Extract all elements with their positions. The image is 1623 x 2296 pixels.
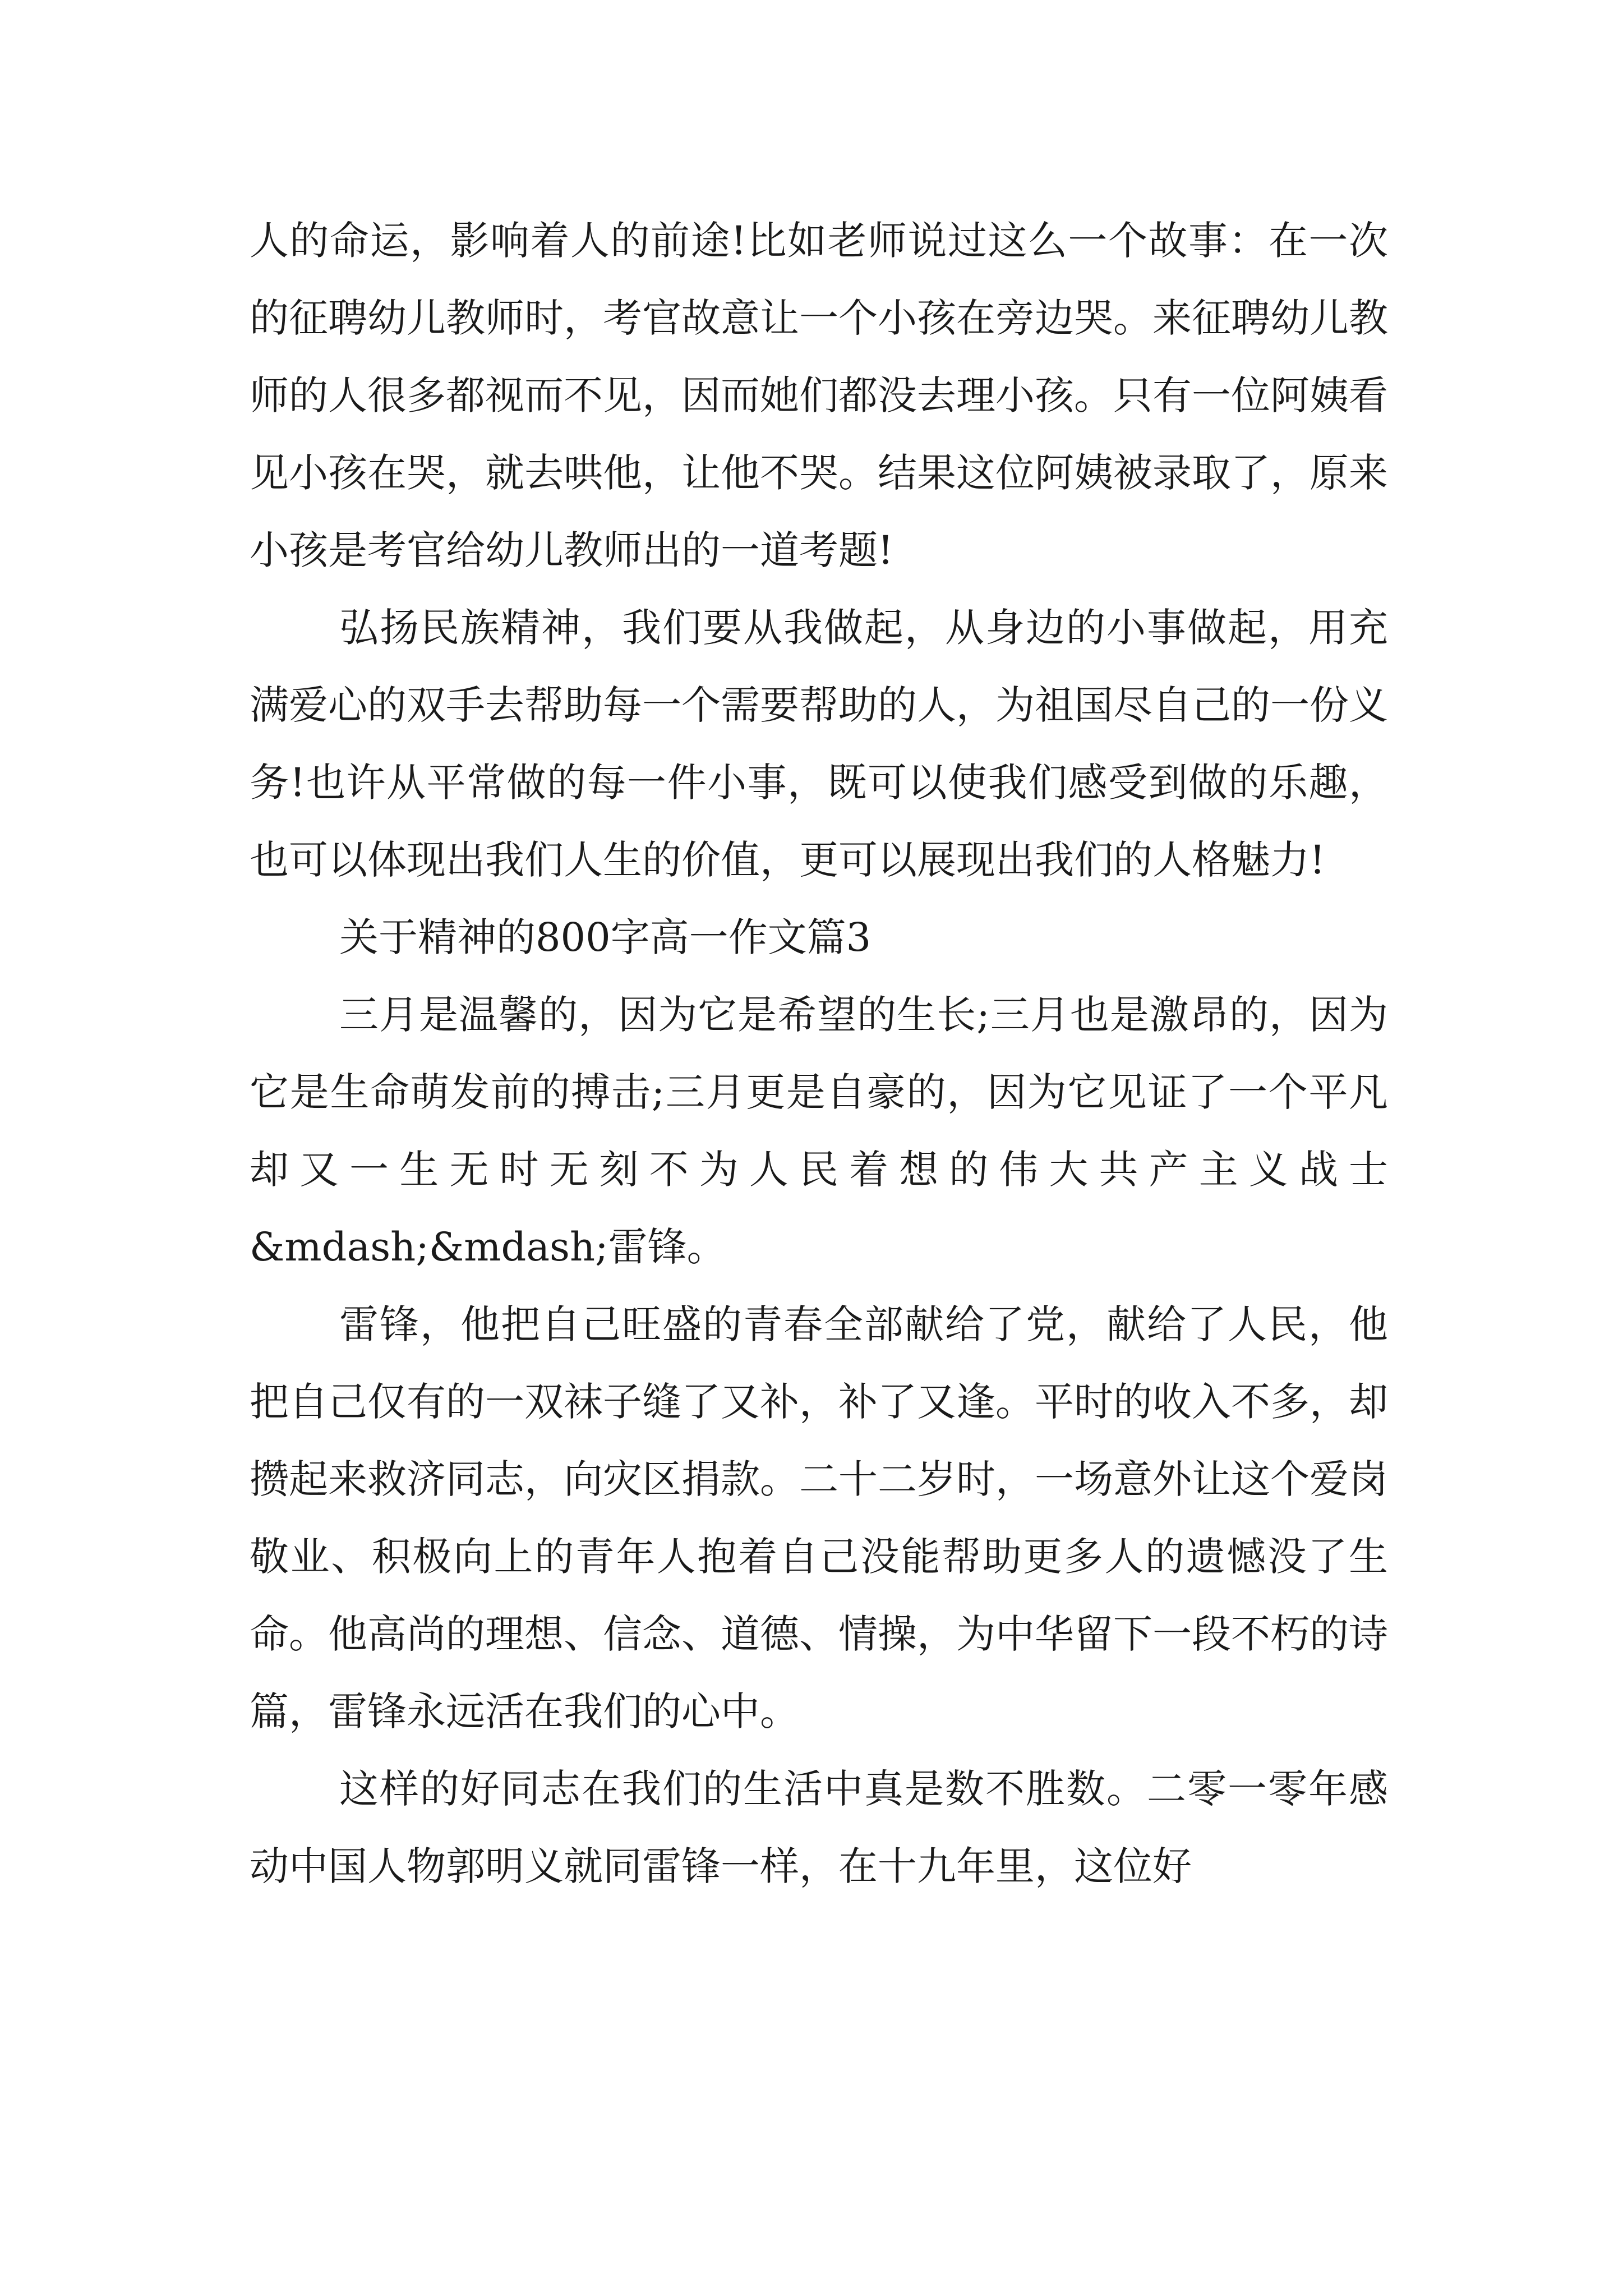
section-heading: 关于精神的800字高一作文篇3 [339, 914, 872, 960]
document-body [250, 202, 1388, 1905]
paragraph-4: 雷锋，他把自己旺盛的青春全部献给了党，献给了人民，他把自己仅有的一双袜子缝了又补，补了又逢。平时的收入不多，却攒起来救济同志，向灾区捐款。二十二岁时，一场意外让这个爱岗敬业、积极向上的青年人抱着自己没能帮助更多人的遗憾没了生命。他高尚的理想、信念、道德、情操，为中华留下一段不朽的诗篇，雷锋永远活在我们的心中。 [250, 1301, 1388, 1734]
paragraph-1: 人的命运，影响着人的前途!比如老师说过这么一个故事：在一次的征聘幼儿教师时，考官故意让一个小孩在旁边哭。来征聘幼儿教师的人很多都视而不见，因而她们都没去理小孩。只有一位阿姨看见小孩在哭，就去哄他，让他不哭。结果这位阿姨被录取了，原来小孩是考官给幼儿教师出的一道考题! [250, 218, 1388, 573]
paragraph-5: 这样的好同志在我们的生活中真是数不胜数。二零一零年感动中国人物郭明义就同雷锋一样，在十九年里，这位好 [250, 1766, 1388, 1889]
paragraph-3: 三月是温馨的，因为它是希望的生长;三月也是激昂的，因为它是生命萌发前的搏击;三月更是自豪的，因为它见证了一个平凡却又一生无时无刻不为人民着想的伟大共产主义战士&mdash;&mdash;雷锋。 [250, 992, 1388, 1270]
paragraph-2: 弘扬民族精神，我们要从我做起，从身边的小事做起，用充满爱心的双手去帮助每一个需要帮助的人，为祖国尽自己的一份义务!也许从平常做的每一件小事，既可以使我们感受到做的乐趣，也可以体现出我们人生的价值，更可以展现出我们的人格魅力! [250, 605, 1388, 883]
